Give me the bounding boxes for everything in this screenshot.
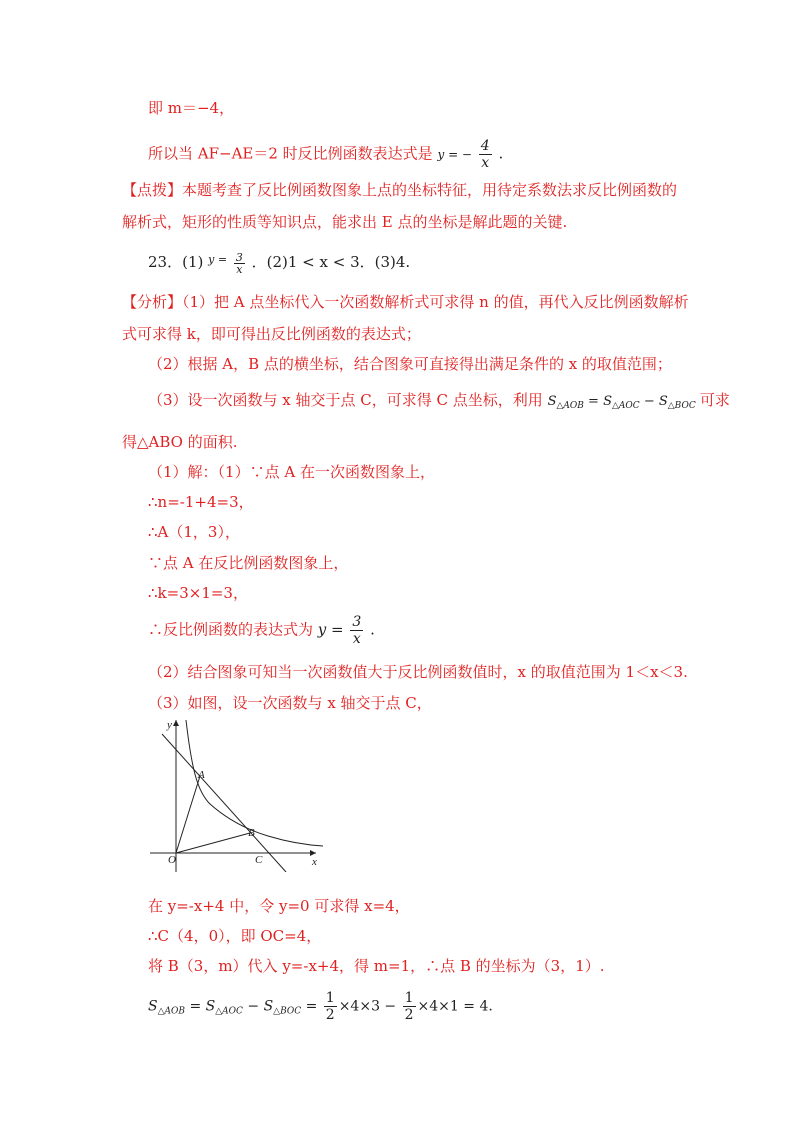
fraction	[479, 138, 492, 171]
text-segment: 所以当 AF−AE＝2 时反比例函数表达式是	[148, 144, 433, 163]
formula-sub: △AOB	[556, 401, 584, 411]
formula-part: ×4×1 = 4.	[417, 998, 493, 1015]
text-line: 将 B（3，m）代入 y=-x+4，得 m=1，∴点 B 的坐标为（3，1）.	[148, 957, 605, 975]
origin-O-label: O	[168, 854, 176, 866]
formula-sub: △AOC	[215, 1006, 243, 1017]
fraction-numerator: 1	[404, 990, 414, 1006]
fraction	[234, 252, 245, 275]
text-line: 得△ABO 的面积.	[122, 433, 238, 451]
formula-y: y = −	[437, 147, 472, 162]
point-B-label: B	[248, 827, 255, 839]
text-segment: （3）设一次函数与 x 轴交于点 C，可求得 C 点坐标，利用	[148, 391, 543, 409]
x-axis-label: x	[312, 856, 317, 868]
formula-part: − S	[639, 394, 668, 409]
text-line: 【点拨】本题考查了反比例函数图象上点的坐标特征，用待定系数法求反比例函数的	[122, 181, 678, 199]
text-line	[148, 614, 375, 647]
text-line: （2）根据 A，B 点的横坐标，结合图象可直接得出满足条件的 x 的取值范围；	[148, 355, 672, 373]
formula-sub: △BOC	[273, 1006, 302, 1017]
segment-OB	[176, 833, 250, 853]
text-segment: 23．(1)	[148, 253, 204, 271]
formula	[548, 394, 700, 409]
text-line: 【分析】（1）把 A 点坐标代入一次函数解析式可求得 n 的值，再代入反比例函数解析	[122, 293, 689, 311]
formula-y: y =	[208, 253, 228, 266]
point-A-label: A	[198, 769, 205, 781]
fraction-denominator: x	[352, 631, 361, 647]
text-line	[148, 250, 410, 275]
segment-OA	[176, 776, 200, 853]
formula-y: y =	[317, 620, 344, 639]
formula-sub: △AOB	[157, 1006, 186, 1017]
formula-part: ×4×3 −	[338, 998, 397, 1015]
area-formula-line	[148, 990, 493, 1023]
fraction-denominator: 2	[404, 1007, 414, 1023]
formula-sub: △AOC	[612, 401, 640, 411]
text-line: （1）解：（1）∵点 A 在一次函数图象上，	[148, 463, 435, 481]
text-line: （2）结合图象可知当一次函数值大于反比例函数值时，x 的取值范围为 1＜x＜3.	[148, 663, 688, 681]
fraction-denominator: x	[236, 262, 243, 276]
fraction-numerator: 4	[480, 138, 490, 154]
text-segment: ．(2)1 < x < 3．(3)4.	[251, 253, 411, 271]
text-line: ∴k=3×1=3，	[148, 584, 248, 602]
text-line: 即 m＝−4，	[148, 99, 235, 117]
fraction-denominator: x	[481, 155, 490, 171]
text-line	[148, 138, 503, 171]
fraction-numerator: 3	[352, 614, 362, 630]
formula-part: = S	[583, 394, 612, 409]
formula-sub: △BOC	[667, 401, 696, 411]
fraction-denominator: 2	[325, 1007, 335, 1023]
text-segment: 可求	[699, 391, 730, 409]
text-line: （3）如图，设一次函数与 x 轴交于点 C，	[148, 694, 432, 712]
text-line: 式可求得 k，即可得出反比例函数的表达式；	[122, 325, 421, 343]
fraction-numerator: 3	[235, 250, 243, 264]
fraction	[350, 614, 363, 647]
formula-part: − S	[242, 998, 274, 1015]
fraction	[403, 990, 416, 1023]
text-line: ∵点 A 在反比例函数图象上，	[148, 554, 349, 572]
formula-part: =	[301, 998, 318, 1015]
text-line: 解析式，矩形的性质等知识点，能求出 E 点的坐标是解此题的关键.	[122, 213, 568, 231]
text-line: ∴C（4，0），即 OC=4，	[148, 927, 322, 945]
fraction	[324, 990, 337, 1023]
y-axis-arrow	[173, 720, 179, 726]
fraction-numerator: 1	[325, 990, 335, 1006]
text-line: ∴n=-1+4=3，	[148, 493, 254, 511]
y-axis-label: y	[167, 719, 172, 731]
text-segment: .	[498, 144, 504, 163]
text-segment: ∴反比例函数的表达式为	[148, 620, 314, 639]
text-segment: .	[370, 620, 375, 639]
formula-part: S	[547, 394, 557, 409]
point-C-label: C	[255, 854, 263, 866]
formula-part: S	[148, 998, 158, 1015]
text-line: ∴A（1，3），	[148, 523, 240, 541]
text-line: 在 y=-x+4 中，令 y=0 可求得 x=4，	[148, 897, 410, 915]
text-line	[148, 390, 730, 416]
formula-part: = S	[185, 998, 216, 1015]
function-graph-figure	[148, 712, 338, 872]
